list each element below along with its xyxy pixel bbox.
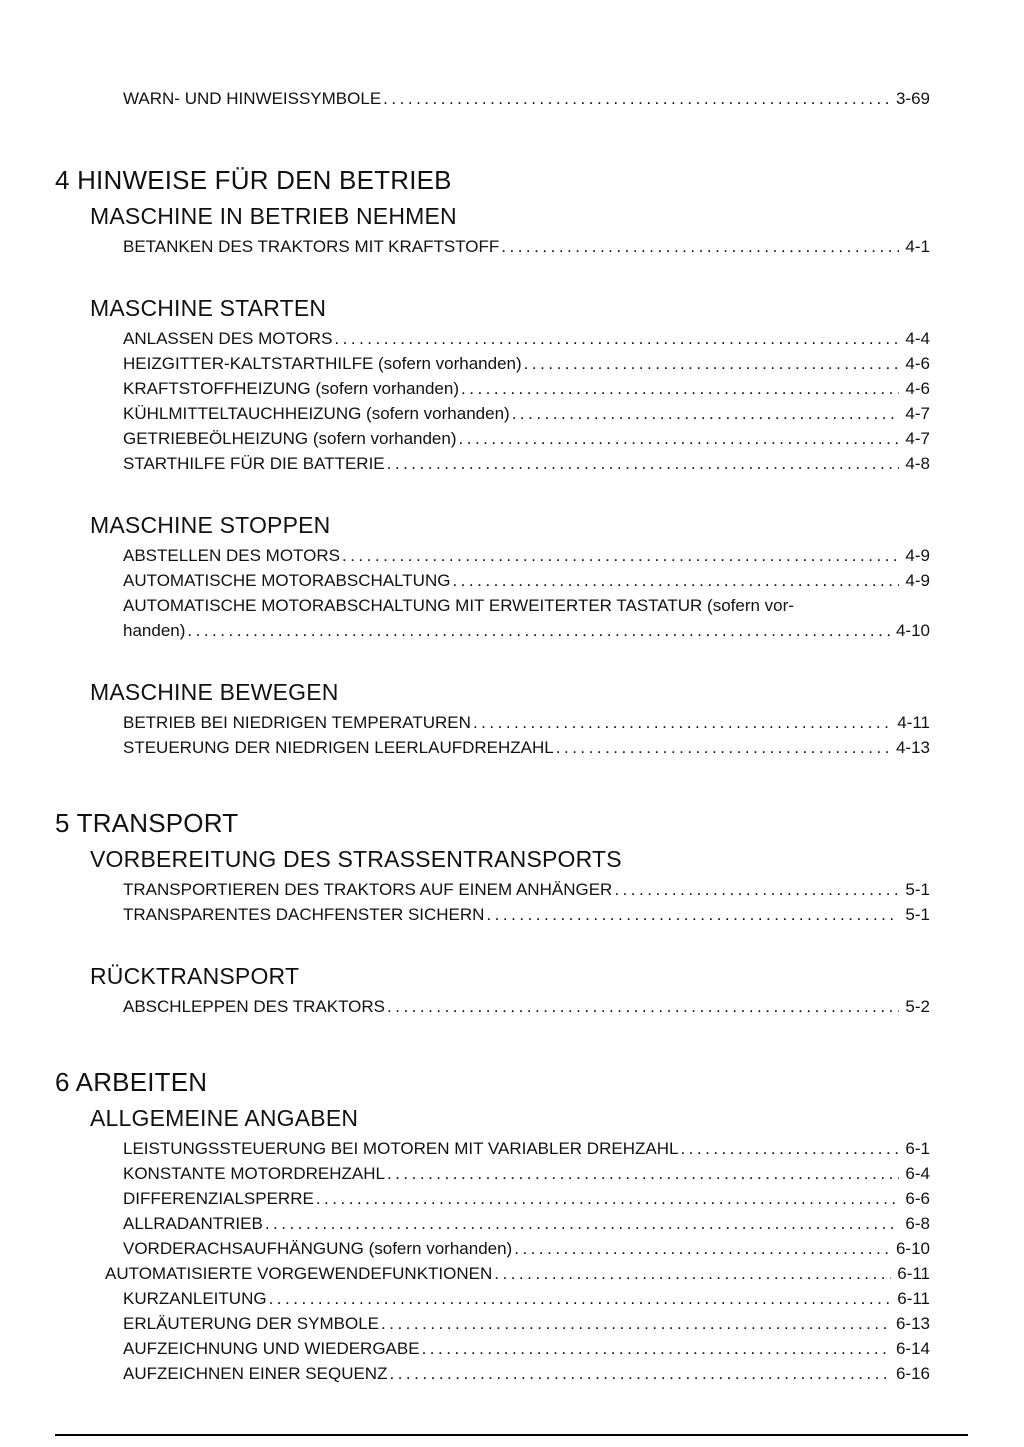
entry-title: GETRIEBEÖLHEIZUNG (sofern vorhanden) bbox=[123, 429, 457, 448]
entry-list bbox=[123, 877, 930, 927]
entry-page-number: 4-11 bbox=[897, 713, 930, 732]
subsection-heading: MASCHINE IN BETRIEB NEHMEN bbox=[90, 203, 457, 229]
dot-leader bbox=[342, 543, 899, 568]
subsection-maschine-bewegen bbox=[55, 679, 1024, 760]
entry-page-number: 6-16 bbox=[895, 1364, 930, 1383]
entry-title: KÜHLMITTELTAUCHHEIZUNG (sofern vorhanden) bbox=[123, 404, 510, 423]
toc-entry bbox=[123, 376, 930, 401]
entry-page-number: 4-9 bbox=[905, 546, 930, 565]
dot-leader bbox=[334, 326, 899, 351]
section-heading: 4 HINWEISE FÜR DEN BETRIEB bbox=[55, 165, 452, 195]
dot-leader bbox=[381, 1311, 890, 1336]
entry-page-number: 6-4 bbox=[905, 1164, 930, 1183]
toc-entry bbox=[123, 902, 930, 927]
dot-leader bbox=[459, 426, 900, 451]
dot-leader bbox=[556, 735, 890, 760]
entry-title: AUFZEICHNEN EINER SEQUENZ bbox=[123, 1364, 388, 1383]
section-6 bbox=[55, 1067, 1024, 1386]
entry-title: TRANSPARENTES DACHFENSTER SICHERN bbox=[123, 905, 485, 924]
dot-leader bbox=[422, 1336, 890, 1361]
entry-title: AUFZEICHNUNG UND WIEDERGABE bbox=[123, 1339, 420, 1358]
entry-title: DIFFERENZIALSPERRE bbox=[123, 1189, 314, 1208]
subsection-maschine-starten bbox=[55, 295, 1024, 476]
dot-leader bbox=[473, 710, 891, 735]
entry-page-number: 4-9 bbox=[905, 571, 930, 590]
toc-entry bbox=[123, 877, 930, 902]
dot-leader bbox=[383, 86, 890, 111]
toc-entry bbox=[123, 351, 930, 376]
entry-page-number: 6-6 bbox=[905, 1189, 930, 1208]
entry-title: STEUERUNG DER NIEDRIGEN LEERLAUFDREHZAHL bbox=[123, 738, 554, 757]
toc-entry bbox=[123, 1211, 930, 1236]
entry-page-number: 4-10 bbox=[895, 621, 930, 640]
entry-title: BETANKEN DES TRAKTORS MIT KRAFTSTOFF bbox=[123, 237, 500, 256]
front-matter-entries bbox=[123, 86, 930, 111]
entry-title: KONSTANTE MOTORDREHZAHL bbox=[123, 1164, 385, 1183]
dot-leader bbox=[514, 1236, 890, 1261]
dot-leader bbox=[461, 376, 899, 401]
subsection-heading: ALLGEMEINE ANGABEN bbox=[90, 1105, 359, 1131]
toc-entry bbox=[123, 1361, 930, 1386]
dot-leader bbox=[387, 1161, 899, 1186]
entry-list bbox=[123, 234, 930, 259]
entry-title: BETRIEB BEI NIEDRIGEN TEMPERATUREN bbox=[123, 713, 471, 732]
entry-page-number: 5-1 bbox=[905, 880, 930, 899]
subsection-heading: MASCHINE STARTEN bbox=[90, 295, 327, 321]
toc-entry bbox=[123, 401, 930, 426]
entry-title: AUTOMATISCHE MOTORABSCHALTUNG bbox=[123, 571, 451, 590]
entry-page-number: 6-10 bbox=[895, 1239, 930, 1258]
entry-title: ALLRADANTRIEB bbox=[123, 1214, 263, 1233]
dot-leader bbox=[512, 401, 900, 426]
entry-page-number: 6-14 bbox=[895, 1339, 930, 1358]
dot-leader bbox=[524, 351, 900, 376]
section-5 bbox=[55, 808, 1024, 1019]
dot-leader bbox=[680, 1136, 899, 1161]
entry-page-number: 4-7 bbox=[905, 404, 930, 423]
toc-entry bbox=[123, 1186, 930, 1211]
toc-entry bbox=[123, 1336, 930, 1361]
entry-page-number: 5-1 bbox=[905, 905, 930, 924]
toc-entry bbox=[123, 451, 930, 476]
subsection-heading: RÜCKTRANSPORT bbox=[90, 963, 300, 989]
entry-title: AUTOMATISIERTE VORGEWENDEFUNKTIONEN bbox=[105, 1264, 493, 1283]
toc-entry bbox=[123, 1136, 930, 1161]
subsection-heading: MASCHINE STOPPEN bbox=[90, 512, 331, 538]
entry-list bbox=[123, 994, 930, 1019]
dot-leader bbox=[387, 451, 900, 476]
entry-page-number: 6-11 bbox=[897, 1289, 930, 1308]
entry-title: TRANSPORTIEREN DES TRAKTORS AUF EINEM ANHÄNGER bbox=[123, 880, 613, 899]
entry-list bbox=[105, 1136, 930, 1386]
entry-title: ABSCHLEPPEN DES TRAKTORS bbox=[123, 997, 386, 1016]
entry-page-number: 4-6 bbox=[905, 379, 930, 398]
toc-entry bbox=[105, 1261, 930, 1286]
toc-entry bbox=[123, 618, 930, 643]
entry-page-number: 6-13 bbox=[895, 1314, 930, 1333]
subsection-maschine-in-betrieb-nehmen bbox=[55, 203, 1024, 259]
dot-leader bbox=[452, 568, 899, 593]
entry-page-number: 4-13 bbox=[895, 738, 930, 757]
subsection-heading: MASCHINE BEWEGEN bbox=[90, 679, 339, 705]
entry-page-number: 5-2 bbox=[905, 997, 930, 1016]
entry-list bbox=[123, 710, 930, 760]
entry-title: VORDERACHSAUFHÄNGUNG (sofern vorhanden) bbox=[123, 1239, 513, 1258]
section-4 bbox=[55, 165, 1024, 760]
entry-title: LEISTUNGSSTEUERUNG BEI MOTOREN MIT VARIABLER DREHZAHL bbox=[123, 1139, 679, 1158]
entry-title: ABSTELLEN DES MOTORS bbox=[123, 546, 340, 565]
dot-leader bbox=[265, 1211, 900, 1236]
entry-page-number: 4-8 bbox=[905, 454, 930, 473]
entry-list bbox=[123, 543, 930, 643]
toc-entry bbox=[123, 1161, 930, 1186]
entry-page-number: 4-4 bbox=[905, 329, 930, 348]
entry-page-number: 4-6 bbox=[905, 354, 930, 373]
dot-leader bbox=[187, 618, 890, 643]
entry-list bbox=[123, 326, 930, 476]
subsection-allgemeine-angaben bbox=[55, 1105, 1024, 1386]
dot-leader bbox=[389, 1361, 889, 1386]
entry-title: STARTHILFE FÜR DIE BATTERIE bbox=[123, 454, 385, 473]
toc-entry bbox=[123, 1311, 930, 1336]
entry-page-number: 6-11 bbox=[897, 1264, 930, 1283]
dot-leader bbox=[614, 877, 899, 902]
entry-title: KURZANLEITUNG bbox=[123, 1289, 267, 1308]
section-heading: 5 TRANSPORT bbox=[55, 808, 239, 838]
toc-entry bbox=[123, 86, 930, 111]
entry-title: HEIZGITTER-KALTSTARTHILFE (sofern vorhanden) bbox=[123, 354, 522, 373]
toc-entry bbox=[123, 426, 930, 451]
toc-entry bbox=[123, 234, 930, 259]
toc-entry bbox=[123, 326, 930, 351]
entry-page-number: 6-8 bbox=[905, 1214, 930, 1233]
toc-entry bbox=[123, 568, 930, 593]
dot-leader bbox=[501, 234, 899, 259]
subsection-heading: VORBEREITUNG DES STRASSENTRANSPORTS bbox=[90, 846, 622, 872]
entry-title: WARN- UND HINWEISSYMBOLE bbox=[123, 89, 382, 108]
dot-leader bbox=[494, 1261, 891, 1286]
entry-title: AUTOMATISCHE MOTORABSCHALTUNG MIT ERWEITERTER TASTATUR (sofern vor- bbox=[123, 596, 794, 615]
dot-leader bbox=[387, 994, 899, 1019]
toc-entry bbox=[123, 710, 930, 735]
toc-entry bbox=[123, 1236, 930, 1261]
toc-entry-wrap-line bbox=[123, 593, 930, 618]
dot-leader bbox=[269, 1286, 892, 1311]
bottom-rule bbox=[55, 1434, 968, 1436]
subsection-maschine-stoppen bbox=[55, 512, 1024, 643]
entry-page-number: 4-7 bbox=[905, 429, 930, 448]
toc-entry bbox=[123, 1286, 930, 1311]
entry-page-number: 6-1 bbox=[905, 1139, 930, 1158]
section-heading: 6 ARBEITEN bbox=[55, 1067, 208, 1097]
subsection-vorbereitung-strassentransport bbox=[55, 846, 1024, 927]
entry-page-number: 3-69 bbox=[895, 89, 930, 108]
entry-title: ERLÄUTERUNG DER SYMBOLE bbox=[123, 1314, 379, 1333]
entry-title: handen) bbox=[123, 621, 186, 640]
entry-title: KRAFTSTOFFHEIZUNG (sofern vorhanden) bbox=[123, 379, 459, 398]
entry-title: ANLASSEN DES MOTORS bbox=[123, 329, 333, 348]
toc-entry bbox=[123, 994, 930, 1019]
dot-leader bbox=[316, 1186, 900, 1211]
dot-leader bbox=[486, 902, 899, 927]
toc-entry bbox=[123, 543, 930, 568]
subsection-ruecktransport bbox=[55, 963, 1024, 1019]
entry-page-number: 4-1 bbox=[905, 237, 930, 256]
toc-entry bbox=[123, 735, 930, 760]
